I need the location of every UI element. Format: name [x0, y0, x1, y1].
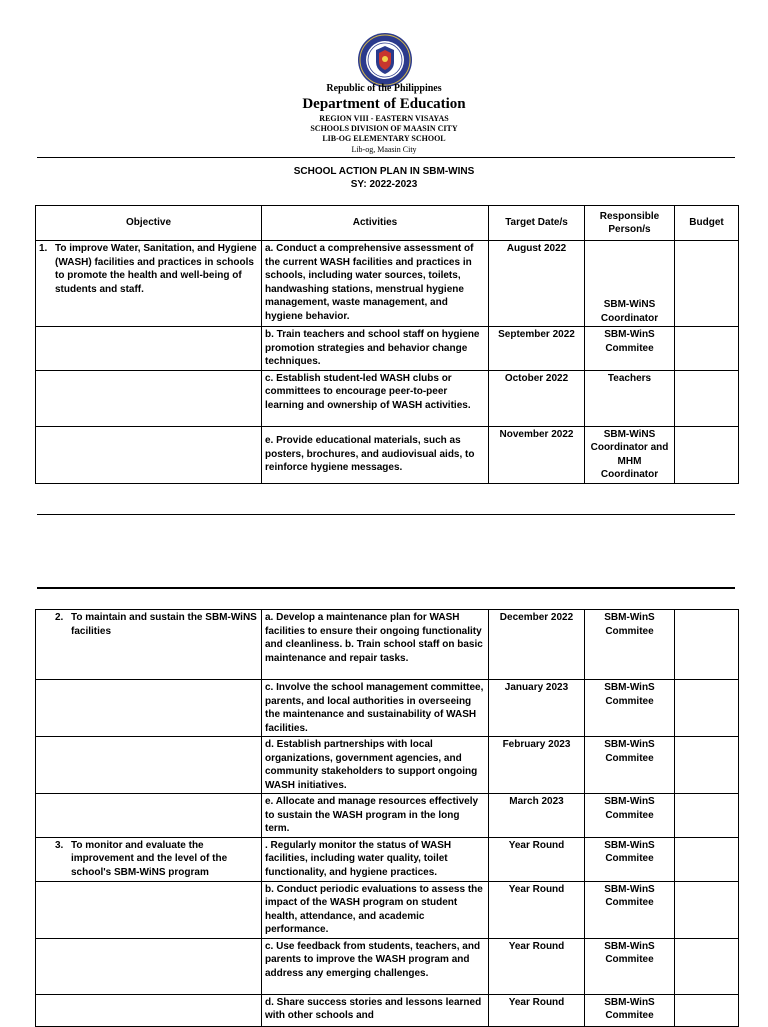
budget-cell — [675, 737, 739, 794]
table-header-row — [36, 206, 739, 241]
target-date-cell: March 2023 — [489, 794, 585, 838]
activity-cell: e. Allocate and manage resources effectively to sustain the WASH program in the long term. — [262, 794, 489, 838]
plan-title: SCHOOL ACTION PLAN IN SBM-WINS — [293, 166, 475, 177]
table-row — [36, 680, 739, 737]
target-date-cell: Year Round — [489, 938, 585, 994]
responsible-cell: SBM-WiNS Coordinator and MHM Coordinator — [585, 426, 675, 483]
activity-cell: c. Involve the school management committee, parents, and local authorities in overseeing the maintenance and sustainability of WASH facilities. — [262, 680, 489, 737]
responsible-cell: SBM-WinS Commitee — [585, 881, 675, 938]
activity-cell: d. Establish partnerships with local organizations, government agencies, and community stakeholders to support ongoing WASH initiatives. — [262, 737, 489, 794]
objective-cell: 2. To maintain and sustain the SBM-WiNS facilities — [36, 610, 262, 680]
school-address: Lib-og, Maasin City — [351, 145, 417, 154]
activities-column-header: Activities — [262, 206, 489, 241]
table-row — [36, 837, 739, 881]
responsible-cell: SBM-WinS Commitee — [585, 737, 675, 794]
header-divider — [37, 157, 735, 158]
activity-cell: e. Provide educational materials, such as posters, brochures, and audiovisual aids, to reinforce hygiene messages. — [262, 426, 489, 483]
target-date-cell: February 2023 — [489, 737, 585, 794]
objective-cell — [36, 680, 262, 737]
target-date-cell: December 2022 — [489, 610, 585, 680]
responsible-cell: SBM-WinS Commitee — [585, 994, 675, 1026]
budget-cell — [675, 610, 739, 680]
target-date-cell: August 2022 — [489, 241, 585, 327]
objective-cell: 1. To improve Water, Sanitation, and Hygiene (WASH) facilities and practices in schools to promote the health and well-being of students and staff. — [36, 241, 262, 327]
target-date-cell: September 2022 — [489, 327, 585, 371]
target-date-column-header: Target Date/s — [489, 206, 585, 241]
objective-column-header: Objective — [36, 206, 262, 241]
budget-cell — [675, 370, 739, 426]
budget-cell — [675, 881, 739, 938]
responsible-cell: SBM-WinS Commitee — [585, 837, 675, 881]
region-text: REGION VIII - EASTERN VISAYAS — [319, 114, 449, 123]
table-row — [36, 938, 739, 994]
objective-cell — [36, 994, 262, 1026]
table-row — [36, 370, 739, 426]
objective-cell — [36, 426, 262, 483]
target-date-cell: Year Round — [489, 881, 585, 938]
page-footer-divider — [37, 514, 735, 515]
objective-cell — [36, 327, 262, 371]
budget-column-header: Budget — [675, 206, 739, 241]
target-date-cell: November 2022 — [489, 426, 585, 483]
activity-cell: b. Train teachers and school staff on hygiene promotion strategies and behavior change techniques. — [262, 327, 489, 371]
activity-cell: a. Develop a maintenance plan for WASH facilities to ensure their ongoing functionality and cleanliness. b. Train school staff on basic maintenance and repair tasks. — [262, 610, 489, 680]
target-date-cell: January 2023 — [489, 680, 585, 737]
activity-cell: . Regularly monitor the status of WASH facilities, including water quality, toilet functionality, and hygiene practices. — [262, 837, 489, 881]
table-row — [36, 610, 739, 680]
budget-cell — [675, 327, 739, 371]
department-title: Department of Education — [302, 96, 466, 112]
target-date-cell: Year Round — [489, 837, 585, 881]
republic-text: Republic of the Philippines — [326, 83, 442, 94]
budget-cell — [675, 426, 739, 483]
table-row — [36, 426, 739, 483]
budget-cell — [675, 938, 739, 994]
activity-cell: c. Use feedback from students, teachers, and parents to improve the WASH program and address any emerging challenges. — [262, 938, 489, 994]
table-row — [36, 881, 739, 938]
action-plan-table-1 — [35, 205, 739, 484]
activity-cell: b. Conduct periodic evaluations to assess the impact of the WASH program on student health, attendance, and academic performance. — [262, 881, 489, 938]
table-row — [36, 794, 739, 838]
budget-cell — [675, 680, 739, 737]
action-plan-table-2 — [35, 609, 739, 1027]
responsible-cell: SBM-WinS Commitee — [585, 610, 675, 680]
table-row — [36, 241, 739, 327]
objective-cell: 3. To monitor and evaluate the improvement and the level of the school's SBM-WiNS program — [36, 837, 262, 881]
table-row — [36, 737, 739, 794]
table-row — [36, 994, 739, 1026]
responsible-column-header: Responsible Person/s — [585, 206, 675, 241]
budget-cell — [675, 837, 739, 881]
activity-cell: d. Share success stories and lessons learned with other schools and — [262, 994, 489, 1026]
table-row — [36, 327, 739, 371]
school-year: SY: 2022-2023 — [350, 179, 418, 190]
activity-cell: c. Establish student-led WASH clubs or committees to encourage peer-to-peer learning and ownership of WASH activities. — [262, 370, 489, 426]
objective-cell — [36, 938, 262, 994]
target-date-cell: Year Round — [489, 994, 585, 1026]
responsible-cell: Teachers — [585, 370, 675, 426]
page-header-divider — [37, 587, 735, 589]
responsible-cell: SBM-WinS Commitee — [585, 327, 675, 371]
responsible-cell: SBM-WinS Commitee — [585, 680, 675, 737]
division-text: SCHOOLS DIVISION OF MAASIN CITY — [310, 124, 458, 133]
objective-cell — [36, 737, 262, 794]
activity-cell: a. Conduct a comprehensive assessment of the current WASH facilities and practices in schools, including water sources, toilets, handwashing stations, menstrual hygiene management, waste management, and hygiene behavior. — [262, 241, 489, 327]
objective-cell — [36, 370, 262, 426]
budget-cell — [675, 994, 739, 1026]
responsible-cell: SBM-WiNS Coordinator — [585, 241, 675, 327]
objective-cell — [36, 794, 262, 838]
deped-seal-logo — [357, 32, 413, 88]
responsible-cell: SBM-WinS Commitee — [585, 794, 675, 838]
target-date-cell: October 2022 — [489, 370, 585, 426]
budget-cell — [675, 241, 739, 327]
objective-cell — [36, 881, 262, 938]
responsible-cell: SBM-WinS Commitee — [585, 938, 675, 994]
budget-cell — [675, 794, 739, 838]
school-name: LIB-OG ELEMENTARY SCHOOL — [322, 134, 446, 143]
